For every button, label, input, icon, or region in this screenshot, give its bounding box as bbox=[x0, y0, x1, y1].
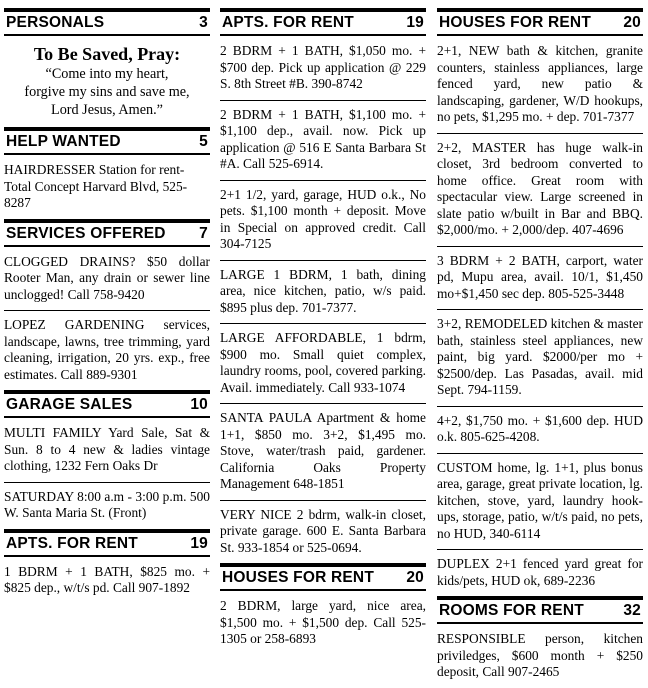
classified-ad: 2+1, NEW bath & kitchen, granite counters, stainless appliances, large fenced yard, new patio & landscaping, gardener, W/D hookups, no pets, $1,295 mo. + dep. 701-7377 bbox=[437, 43, 643, 124]
section-title: HOUSES FOR RENT bbox=[222, 569, 374, 586]
section-count: 3 bbox=[199, 14, 208, 31]
section-count: 20 bbox=[623, 14, 641, 31]
classified-ad: RESPONSIBLE person, kitchen priviledges, $600 month + $250 deposit, Call 907-2465 bbox=[437, 631, 643, 679]
column-3 bbox=[437, 8, 643, 688]
prayer-title: To Be Saved, Pray: bbox=[33, 44, 181, 64]
section-title: APTS. FOR RENT bbox=[6, 534, 138, 552]
classified-ad: LOPEZ GARDENING services, landscape, lawns, tree trimming, yard cleaning, irrigation, 20 yrs. exp., free estimates. Call 889-9301 bbox=[4, 317, 210, 382]
section-count: 7 bbox=[199, 224, 208, 242]
prayer-line: “Come into my heart, bbox=[45, 66, 169, 82]
section-header-houses-for-rent bbox=[437, 8, 643, 36]
section-title: APTS. FOR RENT bbox=[222, 14, 354, 31]
section-count: 19 bbox=[190, 534, 208, 552]
section-header-services-offered bbox=[4, 219, 210, 247]
prayer-line: forgive my sins and save me, bbox=[24, 84, 190, 100]
section-count: 5 bbox=[199, 133, 208, 150]
classified-ad: 2+1 1/2, yard, garage, HUD o.k., No pets. $1,100 month + deposit. Move in Special on approved credit. Call 304-7125 bbox=[220, 186, 426, 251]
section-title: ROOMS FOR RENT bbox=[439, 602, 584, 619]
section-title: PERSONALS bbox=[6, 14, 105, 31]
prayer-line: Lord Jesus, Amen.” bbox=[51, 102, 163, 118]
ad-divider bbox=[4, 482, 210, 483]
section-title: HOUSES FOR RENT bbox=[439, 14, 591, 31]
classified-ad: 3+2, REMODELED kitchen & master bath, stainless steel appliances, new paint, big yard. $2000/per mo + $2500/dep. Las Pasadas, avail. mid Sept. 794-1159. bbox=[437, 316, 643, 397]
classified-ad: 2 BDRM, large yard, nice area, $1,500 mo. + $1,500 dep. Call 525-1305 or 258-6893 bbox=[220, 598, 426, 646]
section-header-apts-for-rent bbox=[4, 529, 210, 557]
section-header-help-wanted bbox=[4, 127, 210, 155]
classified-ad: 4+2, $1,750 mo. + $1,600 dep. HUD o.k. 805-625-4208. bbox=[437, 412, 643, 444]
classified-ad: 2 BDRM + 1 BATH, $1,100 mo. + $1,100 dep., avail. now. Pick up application @ 516 E Santa Barbara St #A. Call 525-6914. bbox=[220, 106, 426, 171]
ad-divider bbox=[220, 403, 426, 404]
column-1 bbox=[4, 8, 210, 604]
classified-ad: 2 BDRM + 1 BATH, $1,050 mo. + $700 dep. Pick up application @ 229 S. 8th Street #B. 390-8742 bbox=[220, 43, 426, 91]
classified-ad: 2+2, MASTER has huge walk-in closet, 3rd bedroom converted to home office. Great room with spectacular view. Large screened in slate patio w/built in Bar and BBQ. $2,000/mo. + 2,000/dep. 407-4696 bbox=[437, 139, 643, 237]
ad-divider bbox=[220, 180, 426, 181]
classified-ad: CLOGGED DRAINS? $50 dollar Rooter Man, any drain or sewer line unclogged! Call 758-9420 bbox=[4, 253, 210, 302]
section-count: 20 bbox=[406, 569, 424, 586]
ad-divider bbox=[437, 453, 643, 454]
ad-divider bbox=[437, 406, 643, 407]
classified-ad: SANTA PAULA Apartment & home 1+1, $850 mo. 3+2, $1,495 mo. Stove, water/trash paid, gardener. California Oaks Property Management 648-1851 bbox=[220, 410, 426, 491]
column-2 bbox=[220, 8, 426, 655]
ad-divider bbox=[4, 310, 210, 311]
section-count: 32 bbox=[623, 602, 641, 619]
section-title: HELP WANTED bbox=[6, 133, 121, 150]
classified-ad: LARGE AFFORDABLE, 1 bdrm, $900 mo. Small quiet complex, laundry rooms, pool, covered parking. Avail. immediately. Call 933-1074 bbox=[220, 330, 426, 395]
section-title: SERVICES OFFERED bbox=[6, 224, 166, 242]
ad-divider bbox=[220, 100, 426, 101]
ad-divider bbox=[437, 133, 643, 134]
section-header-rooms-for-rent bbox=[437, 596, 643, 624]
ad-divider bbox=[220, 500, 426, 501]
section-count: 10 bbox=[190, 396, 208, 413]
classified-ad: DUPLEX 2+1 fenced yard great for kids/pets, HUD ok, 689-2236 bbox=[437, 556, 643, 588]
section-count: 19 bbox=[406, 14, 424, 31]
classified-ad: 1 BDRM + 1 BATH, $825 mo. + $825 dep., w/t/s pd. Call 907-1892 bbox=[4, 563, 210, 595]
classified-ad: VERY NICE 2 bdrm, walk-in closet, private garage. 600 E. Santa Barbara St. 933-1854 or 525-0694. bbox=[220, 506, 426, 555]
classified-ad: 3 BDRM + 2 BATH, carport, water pd, Mupu area, avail. 10/1, $1,450 mo+$1,450 sec dep. 805-525-3448 bbox=[437, 252, 643, 301]
classified-ad: HAIRDRESSER Station for rent-Total Concept Harvard Blvd, 525-8287 bbox=[4, 162, 188, 210]
section-header-apts-for-rent bbox=[220, 8, 426, 36]
ad-divider bbox=[437, 246, 643, 247]
section-title: GARAGE SALES bbox=[6, 396, 133, 413]
classified-ad: LARGE 1 BDRM, 1 bath, dining area, nice kitchen, patio, w/s paid. $895 plus dep. 701-7377. bbox=[220, 266, 426, 315]
classified-ad: CUSTOM home, lg. 1+1, plus bonus area, garage, great private location, lg. kitchen, stove, yard, laundry hook-ups, storage, patio, w/t/s paid, no pets, no HUD, 340-6114 bbox=[437, 459, 643, 541]
section-header-garage-sales bbox=[4, 390, 210, 418]
classified-ad: SATURDAY 8:00 a.m - 3:00 p.m. 500 W. Santa Maria St. (Front) bbox=[4, 488, 210, 520]
ad-divider bbox=[220, 323, 426, 324]
prayer-block bbox=[4, 43, 210, 119]
classified-ad: MULTI FAMILY Yard Sale, Sat & Sun. 8 to 4 new & ladies vintage clothing, 1232 Fern Oaks Dr bbox=[4, 425, 210, 473]
ad-divider bbox=[437, 549, 643, 550]
section-header-personals bbox=[4, 8, 210, 36]
section-header-houses-for-rent bbox=[220, 563, 426, 591]
ad-divider bbox=[220, 260, 426, 261]
ad-divider bbox=[437, 309, 643, 310]
